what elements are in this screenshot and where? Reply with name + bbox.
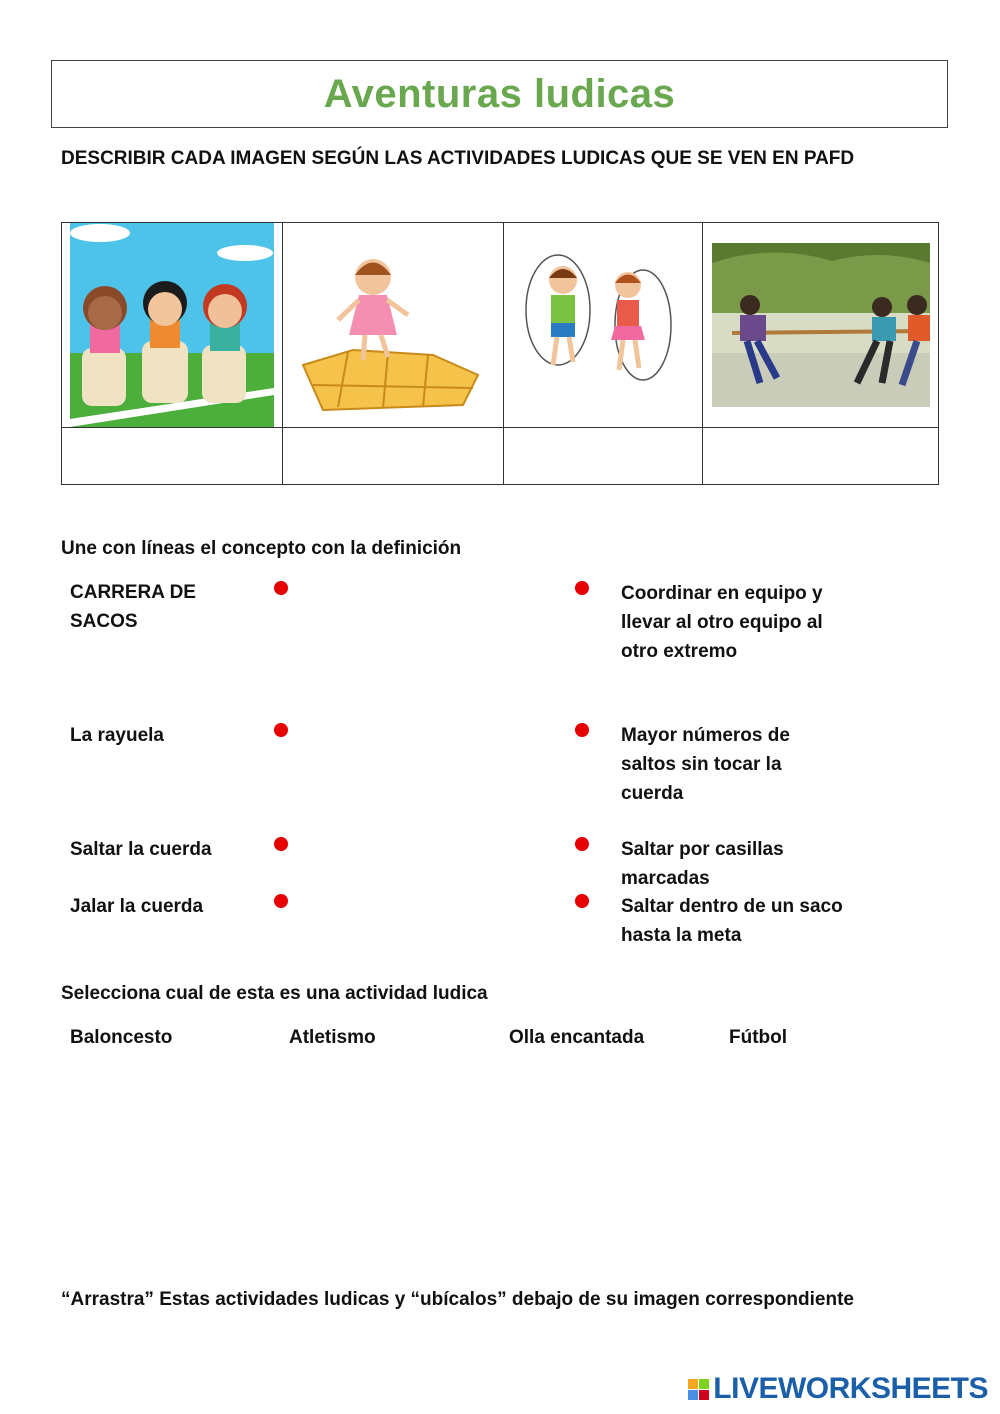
hopscotch-image xyxy=(293,235,493,415)
concept-jalar-la-cuerda: Jalar la cuerda xyxy=(70,896,204,917)
answer-cell-3[interactable] xyxy=(504,428,703,485)
image-cell-2 xyxy=(282,223,504,428)
tug-of-war-image xyxy=(712,243,930,407)
concept-carrera-de-sacos: CARRERA DE SACOS xyxy=(70,582,196,632)
option-olla-encantada[interactable]: Olla encantada xyxy=(509,1027,645,1048)
sack-race-image xyxy=(70,223,274,427)
option-futbol[interactable]: Fútbol xyxy=(729,1027,788,1048)
liveworksheets-icon xyxy=(688,1379,709,1400)
answer-cell-1[interactable] xyxy=(62,428,283,485)
image-table xyxy=(61,222,939,485)
option-baloncesto[interactable]: Baloncesto xyxy=(70,1027,173,1048)
definition-3: Saltar por casillas marcadas xyxy=(621,839,784,889)
answer-cell-2[interactable] xyxy=(282,428,504,485)
answer-cell-4[interactable] xyxy=(703,428,939,485)
match-dot-right-3[interactable] xyxy=(575,837,589,851)
image-cell-3 xyxy=(504,223,703,428)
instruction-match: Une con líneas el concepto con la definición xyxy=(61,538,462,559)
match-dot-left-3[interactable] xyxy=(274,837,288,851)
match-dot-right-1[interactable] xyxy=(575,581,589,595)
match-dot-right-4[interactable] xyxy=(575,894,589,908)
match-dot-left-4[interactable] xyxy=(274,894,288,908)
definition-4: Saltar dentro de un saco hasta la meta xyxy=(621,896,843,946)
match-dot-left-1[interactable] xyxy=(274,581,288,595)
title-box xyxy=(51,60,948,128)
match-dot-left-2[interactable] xyxy=(274,723,288,737)
jump-rope-image xyxy=(513,250,693,400)
liveworksheets-logo xyxy=(688,1372,988,1406)
option-atletismo[interactable]: Atletismo xyxy=(289,1027,376,1048)
instruction-drag: “Arrastra” Estas actividades ludicas y “ubícalos” debajo de su imagen correspondiente xyxy=(61,1289,854,1310)
image-cell-1 xyxy=(62,223,283,428)
page-title: Aventuras ludicas xyxy=(323,71,676,116)
concept-la-rayuela: La rayuela xyxy=(70,725,164,746)
brand-name: LIVEWORKSHEETS xyxy=(713,1372,988,1405)
instruction-select: Selecciona cual de esta es una actividad ludica xyxy=(61,983,488,1004)
image-cell-4 xyxy=(703,223,939,428)
definition-1: Coordinar en equipo y llevar al otro equipo al otro extremo xyxy=(621,583,823,662)
match-dot-right-2[interactable] xyxy=(575,723,589,737)
instruction-describe: DESCRIBIR CADA IMAGEN SEGÚN LAS ACTIVIDADES LUDICAS QUE SE VEN EN PAFD xyxy=(61,148,855,169)
definition-2: Mayor números de saltos sin tocar la cuerda xyxy=(621,725,790,804)
concept-saltar-la-cuerda: Saltar la cuerda xyxy=(70,839,212,860)
